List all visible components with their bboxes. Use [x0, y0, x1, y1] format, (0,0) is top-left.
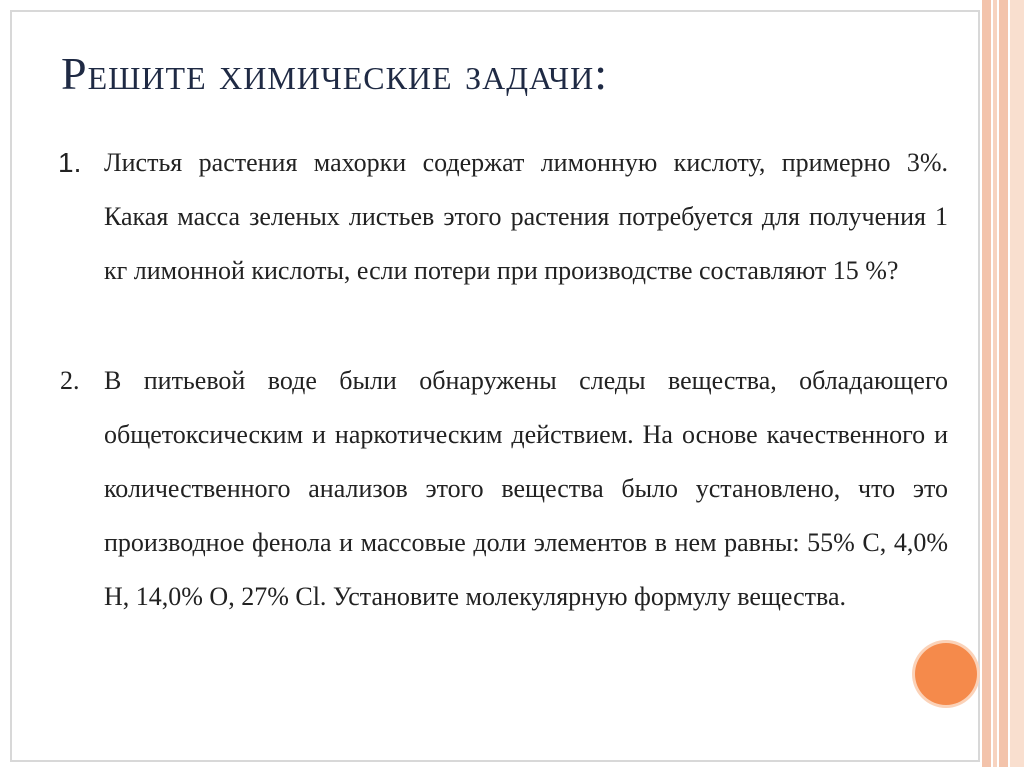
decorative-stripe [982, 0, 991, 767]
slide-title: Решите химические задачи: [61, 48, 608, 99]
task-text: В питьевой воде были обнаружены следы вещества, обладающего общетоксическим и наркотическим действием. На основе качественного и количественного анализов этого вещества было установлено, что это производное фенола и массовые доли элементов в нем равны: 55% С, 4,0% Н, 14,0% О, 27% Cl. Установите молекулярную формулу вещества. [104, 366, 948, 611]
task-item [58, 136, 948, 298]
accent-circle [915, 643, 977, 705]
task-item [58, 354, 948, 624]
task-text: Листья растения махорки содержат лимонную кислоту, примерно 3%. Какая масса зеленых листьев этого растения потребуется для получения 1 кг лимонной кислоты, если потери при производстве составляют 15 %? [104, 148, 948, 285]
task-number: 1. [58, 147, 82, 178]
decorative-stripe [1010, 0, 1024, 767]
decorative-stripe [999, 0, 1008, 767]
decorative-stripe [993, 0, 997, 767]
task-number: 2. [60, 366, 80, 395]
